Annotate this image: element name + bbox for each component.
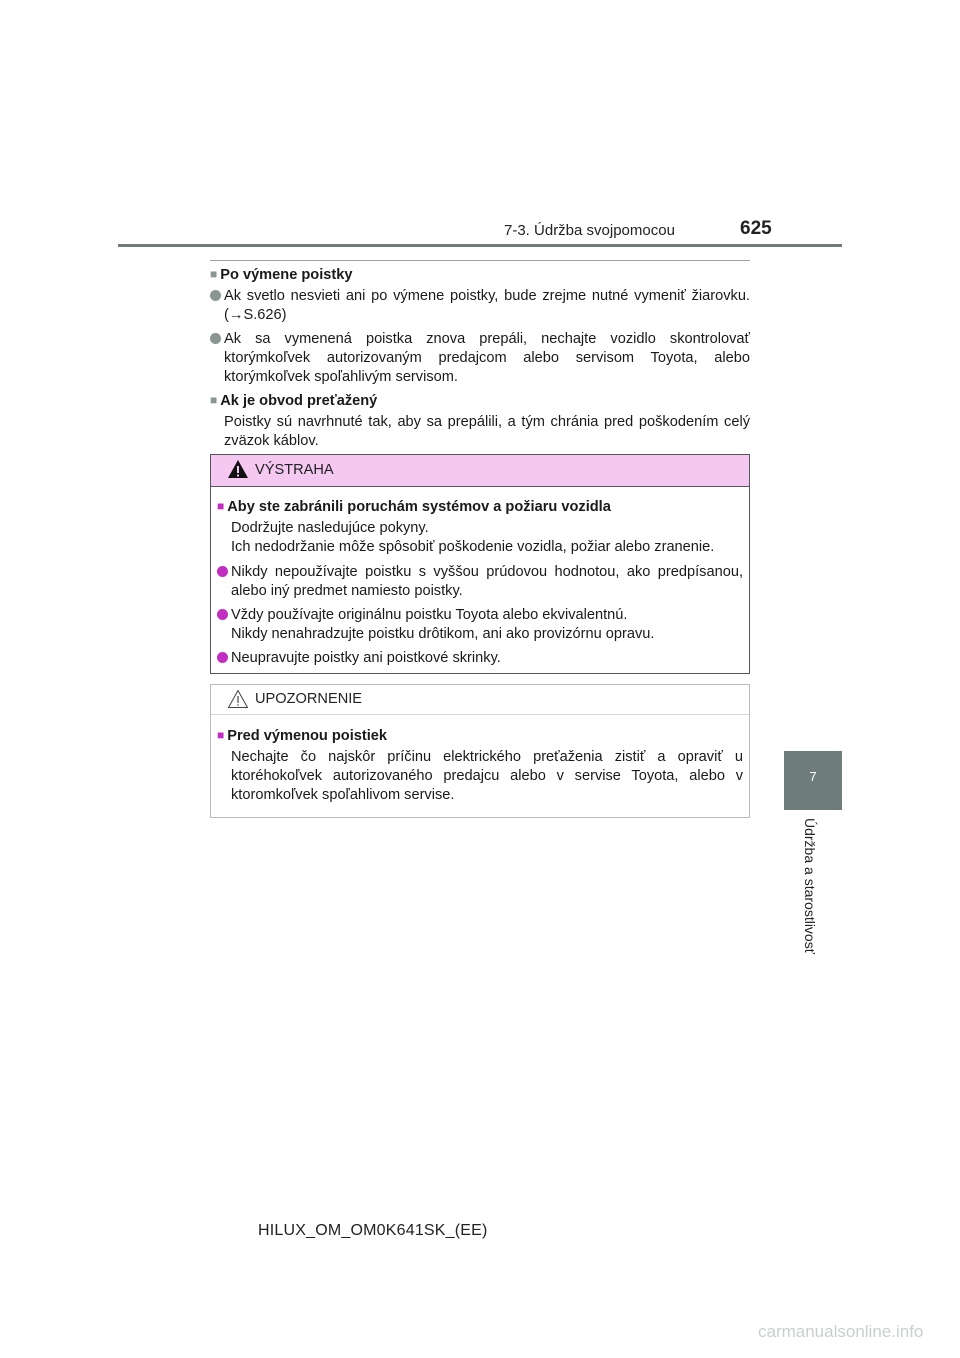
watermark: carmanualsonline.info [758, 1322, 924, 1341]
header-section-title: 7-3. Údržba svojpomocou [504, 222, 675, 239]
section-title: Ak je obvod preťažený [220, 393, 378, 409]
caution-body [211, 715, 749, 805]
warning-triangle-icon [227, 459, 249, 479]
warning-intro-line: Dodržujte nasledujúce pokyny. [231, 520, 429, 536]
list-item-text: Nikdy nenahradzujte poistku drôtikom, ani ako provizórnu opravu. [231, 626, 655, 642]
list-item-text: Vždy používajte originálnu poistku Toyota alebo ekvivalentnú. [231, 607, 628, 623]
caution-header [211, 685, 749, 715]
round-bullet-icon [210, 333, 221, 344]
caution-label: UPOZORNENIE [255, 691, 363, 707]
section-title: Po výmene poistky [220, 267, 353, 283]
warning-label: VÝSTRAHA [255, 462, 334, 478]
list-item-text: Ak sa vymenená poistka znova prepáli, nechajte vozidlo skontrolovať ktorýmkoľvek autorizovaným predajcom alebo servisom Toyota, alebo ktorýmkoľvek spoľahlivým servisom. [224, 331, 750, 385]
warning-intro [217, 519, 743, 557]
warning-list-item [217, 606, 743, 644]
chapter-tab [784, 751, 842, 810]
warning-list-item [217, 649, 743, 668]
caution-text: Nechajte čo najskôr príčinu elektrického preťaženia zistiť a opraviť u ktoréhokoľvek autorizovaného predajcu alebo v servise Toyota, alebo v ktoromkoľvek spoľahlivom servise. [231, 749, 743, 803]
round-bullet-icon [217, 609, 228, 620]
square-bullet-icon: ■ [210, 393, 218, 407]
square-bullet-icon: ■ [217, 499, 225, 513]
warning-heading [217, 498, 743, 517]
list-item-text: Nikdy nepoužívajte poistku s vyššou prúdovou hodnotou, ako predpísanou, alebo iný predmet namiesto poistky. [231, 564, 743, 599]
list-item-text: Ak svetlo nesvieti ani po výmene poistky, bude zrejme nutné vymeniť žiarovku. (→S.626) [224, 288, 750, 323]
caution-box [210, 684, 750, 818]
warning-title: Aby ste zabránili poruchám systémov a požiaru vozidla [227, 499, 611, 515]
list-item-text: Neupravujte poistky ani poistkové skrinky. [231, 650, 501, 666]
caution-triangle-icon [227, 689, 249, 709]
header-rule [118, 244, 842, 247]
section-heading [210, 392, 750, 411]
main-content [210, 266, 750, 455]
content-rule [210, 260, 750, 261]
round-bullet-icon [217, 652, 228, 663]
square-bullet-icon: ■ [210, 267, 218, 281]
warning-intro-line: Ich nedodržanie môže spôsobiť poškodenie vozidla, požiar alebo zranenie. [231, 539, 715, 555]
section-text: Poistky sú navrhnuté tak, aby sa prepálili, a tým chránia pred poškodením celý zväzok káblov. [224, 414, 750, 449]
square-bullet-icon: ■ [217, 728, 225, 742]
warning-list-item [217, 563, 743, 601]
caution-title: Pred výmenou poistiek [227, 728, 388, 744]
chapter-label: Údržba a starostlivosť [802, 818, 818, 954]
list-item [210, 287, 750, 325]
document-code: HILUX_OM_OM0K641SK_(EE) [258, 1222, 488, 1239]
warning-box [210, 454, 750, 674]
page-number: 625 [740, 218, 772, 239]
caution-heading [217, 727, 743, 746]
warning-body [211, 487, 749, 668]
section-heading [210, 266, 750, 285]
list-item [210, 330, 750, 387]
warning-header [211, 455, 749, 487]
chapter-number: 7 [809, 769, 817, 784]
round-bullet-icon [217, 566, 228, 577]
round-bullet-icon [210, 290, 221, 301]
